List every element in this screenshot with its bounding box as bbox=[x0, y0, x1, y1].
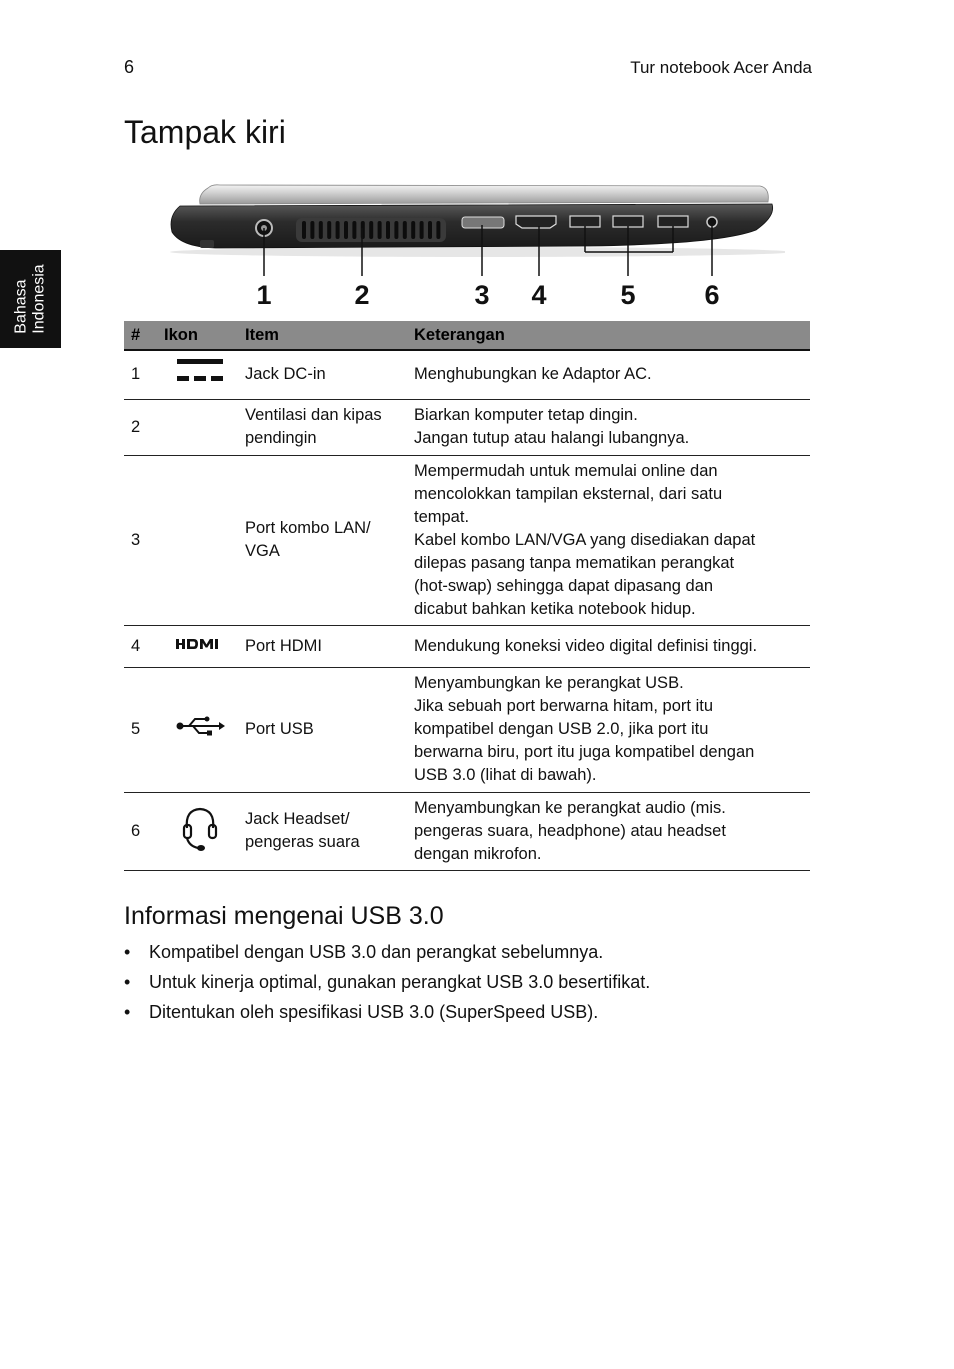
page-title: Tampak kiri bbox=[124, 114, 286, 150]
row-num: 1 bbox=[124, 350, 160, 399]
row-item-line: Jack Headset/ bbox=[245, 810, 350, 828]
header-num: # bbox=[124, 321, 160, 350]
laptop-lid bbox=[200, 185, 769, 204]
vent-slot bbox=[319, 221, 323, 239]
figure-shadow bbox=[170, 247, 785, 257]
bullet-mark: • bbox=[124, 1002, 131, 1022]
row-desc-line: dengan mikrofon. bbox=[414, 844, 542, 863]
header-icon: Ikon bbox=[160, 321, 240, 350]
vent-slot bbox=[369, 221, 373, 239]
row-item-line: Ventilasi dan kipas bbox=[245, 406, 382, 424]
row-desc-line: Mempermudah untuk memulai online dan bbox=[414, 461, 718, 480]
row-item-line: pendingin bbox=[245, 429, 317, 447]
table-row bbox=[124, 399, 810, 455]
headset-icon bbox=[180, 804, 220, 859]
headset-port bbox=[707, 217, 717, 227]
hdmi-icon bbox=[175, 635, 225, 658]
usb-section-title: Informasi mengenai USB 3.0 bbox=[124, 902, 444, 930]
page-number: 6 bbox=[124, 57, 135, 77]
row-desc-line: Mendukung koneksi video digital definisi tinggi. bbox=[414, 636, 758, 655]
vent-slot bbox=[403, 221, 407, 239]
row-num: 2 bbox=[124, 399, 160, 455]
row-desc-line: tempat. bbox=[414, 507, 470, 526]
vent-slot bbox=[436, 221, 440, 239]
list-item-text: Ditentukan oleh spesifikasi USB 3.0 (SuperSpeed USB). bbox=[149, 1002, 599, 1022]
row-desc-line: Jangan tutup atau halangi lubangnya. bbox=[414, 429, 690, 447]
vent-slot bbox=[428, 221, 432, 239]
header-item: Item bbox=[240, 321, 409, 350]
callout-6: 6 bbox=[704, 280, 720, 310]
lan-vga-combo-port bbox=[462, 217, 504, 228]
table-row bbox=[124, 455, 810, 625]
usb-icon bbox=[175, 714, 225, 745]
language-side-tab bbox=[0, 250, 61, 348]
usb-port-3 bbox=[658, 216, 688, 227]
cooling-vents bbox=[296, 218, 446, 242]
row-desc-line: USB 3.0 (lihat di bawah). bbox=[414, 766, 597, 784]
row-desc-line: berwarna biru, port itu juga kompatibel dengan bbox=[414, 743, 755, 761]
callout-5: 5 bbox=[620, 280, 636, 310]
side-tab-line-2: Indonesia bbox=[30, 264, 48, 334]
usb-port-2 bbox=[613, 216, 643, 227]
table-header-row bbox=[124, 321, 810, 350]
row-desc-line: kompatibel dengan USB 2.0, jika port itu bbox=[414, 720, 709, 738]
vent-slots bbox=[302, 221, 440, 239]
vent-slot bbox=[327, 221, 331, 239]
vent-slot bbox=[411, 221, 415, 239]
callout-1: 1 bbox=[256, 280, 272, 310]
list-item bbox=[124, 970, 650, 1000]
row-desc-line: Menyambungkan ke perangkat audio (mis. bbox=[414, 798, 726, 817]
table-row bbox=[124, 667, 810, 792]
table-row bbox=[124, 350, 810, 399]
vent-slot bbox=[386, 221, 390, 239]
vent-slot bbox=[394, 221, 398, 239]
row-num: 5 bbox=[124, 667, 160, 792]
vent-slot bbox=[336, 221, 340, 239]
table-row bbox=[124, 792, 810, 870]
row-desc-line: Jika sebuah port berwarna hitam, port itu bbox=[414, 697, 713, 715]
list-item bbox=[124, 940, 650, 970]
usb-info-list bbox=[124, 940, 650, 1030]
row-desc-line: pengeras suara, headphone) atau headset bbox=[414, 821, 726, 840]
bullet-mark: • bbox=[124, 972, 131, 992]
header-desc: Keterangan bbox=[409, 321, 810, 350]
list-item bbox=[124, 1000, 650, 1030]
row-num: 4 bbox=[124, 625, 160, 667]
row-item-line: Port kombo LAN/ bbox=[245, 519, 371, 537]
row-desc-line: Menghubungkan ke Adaptor AC. bbox=[414, 365, 652, 384]
hdmi-port bbox=[516, 216, 556, 228]
bullet-mark: • bbox=[124, 942, 131, 962]
row-item-line: Port USB bbox=[245, 720, 314, 738]
row-item-line: VGA bbox=[245, 542, 280, 560]
row-desc-line: Kabel kombo LAN/VGA yang disediakan dapat bbox=[414, 530, 756, 549]
side-tab-line-1: Bahasa bbox=[12, 279, 30, 334]
callout-2: 2 bbox=[354, 280, 370, 310]
vent-slot bbox=[352, 221, 356, 239]
row-desc-line: mencolokkan tampilan eksternal, dari satu bbox=[414, 484, 723, 503]
laptop-left-side-figure bbox=[160, 180, 785, 315]
vent-slot bbox=[310, 221, 314, 239]
row-item-line: Port HDMI bbox=[245, 636, 323, 655]
row-desc-line: Menyambungkan ke perangkat USB. bbox=[414, 674, 684, 692]
row-num: 6 bbox=[124, 792, 160, 870]
row-item-line: pengeras suara bbox=[245, 833, 360, 851]
dc-in-icon bbox=[176, 357, 224, 392]
callout-4: 4 bbox=[531, 280, 547, 310]
row-num: 3 bbox=[124, 455, 160, 625]
vent-slot bbox=[378, 221, 382, 239]
row-desc-line: Biarkan komputer tetap dingin. bbox=[414, 406, 638, 424]
vent-slot bbox=[302, 221, 306, 239]
row-item-line: Jack DC-in bbox=[245, 365, 326, 384]
running-header: Tur notebook Acer Anda bbox=[630, 58, 812, 77]
list-item-text: Untuk kinerja optimal, gunakan perangkat USB 3.0 besertifikat. bbox=[149, 972, 651, 992]
row-desc-line: dicabut bahkan ketika notebook hidup. bbox=[414, 599, 696, 618]
laptop-foot bbox=[200, 240, 214, 248]
row-desc-line: dilepas pasang tanpa mematikan perangkat bbox=[414, 553, 735, 572]
usb-port-1 bbox=[570, 216, 600, 227]
vent-slot bbox=[420, 221, 424, 239]
port-spec-table bbox=[124, 321, 810, 871]
row-desc-line: (hot-swap) sehingga dapat dipasang dan bbox=[414, 576, 714, 595]
callout-3: 3 bbox=[474, 280, 490, 310]
vent-slot bbox=[344, 221, 348, 239]
list-item-text: Kompatibel dengan USB 3.0 dan perangkat sebelumnya. bbox=[149, 942, 604, 962]
table-row bbox=[124, 625, 810, 667]
